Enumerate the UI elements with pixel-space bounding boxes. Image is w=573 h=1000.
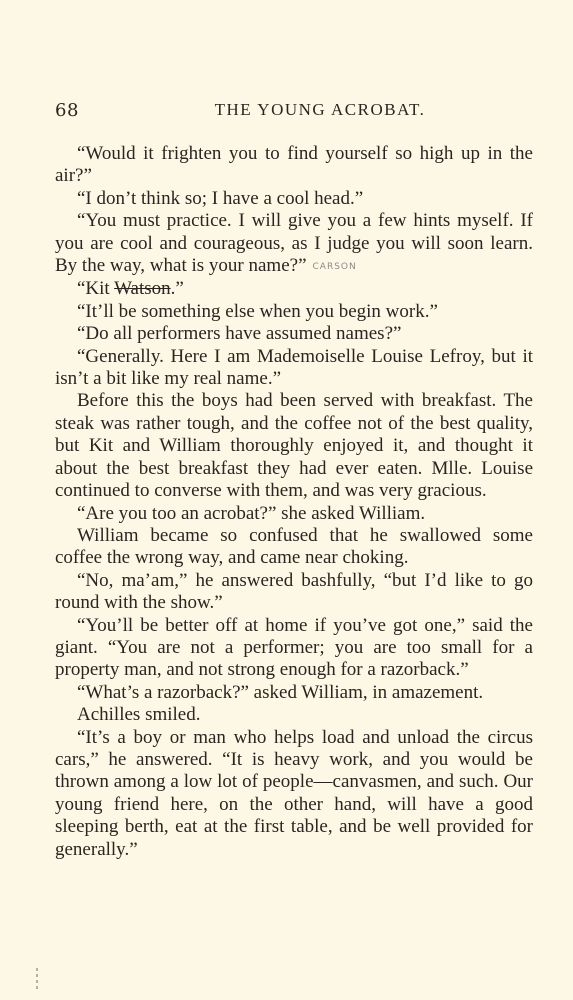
paragraph: “Do all performers have assumed names?”	[77, 323, 402, 345]
paragraph: “I don’t think so; I have a cool head.”	[77, 187, 364, 209]
paragraph-text: “You must practice. I will give you a few hints myself. If you are cool and courageous, as I judge you will soon learn. By the way, what is your name?”	[55, 210, 533, 277]
margin-mark	[36, 986, 38, 989]
margin-mark	[36, 968, 38, 971]
paragraph: William became so confused that he swallowed some coffee the wrong way, and came near choking.	[55, 524, 533, 569]
paragraph: “Generally. Here I am Mademoiselle Louise Lefroy, but it isn’t a bit like my real name.”	[55, 345, 533, 390]
struck-out-name: Watson	[114, 278, 171, 300]
paragraph: “Are you too an acrobat?” she asked William.	[77, 502, 426, 524]
kit-reply-paragraph	[55, 278, 533, 300]
paragraph: “No, ma’am,” he answered bashfully, “but I’d like to go round with the show.”	[55, 569, 533, 614]
paragraph: Achilles smiled.	[77, 704, 201, 726]
kit-reply-prefix: “Kit	[77, 278, 115, 300]
binding-margin-marks	[34, 965, 40, 993]
paragraph-with-annotation	[55, 210, 533, 278]
margin-mark	[36, 980, 38, 983]
paragraph: “Would it frighten you to find yourself so high up in the air?”	[55, 143, 533, 187]
paragraph: “It’s a boy or man who helps load and unload the circus cars,” he answered. “It is heavy work, and you would be thrown among a low lot of people—canvasmen, and such. Our young friend here, on the other hand, will have a good sleeping berth, eat at the first table, and be well provided for generally.”	[55, 726, 533, 860]
page-number: 68	[55, 100, 79, 121]
page-header	[55, 100, 530, 128]
running-title: THE YOUNG ACROBAT.	[214, 100, 426, 119]
margin-mark	[36, 974, 38, 977]
page-body-text	[55, 143, 533, 861]
paragraph: “What’s a razorback?” asked William, in amazement.	[77, 681, 484, 703]
paragraph: “You’ll be better off at home if you’ve got one,” said the giant. “You are not a performer; you are too small for a property man, and not strong enough for a razorback.”	[55, 614, 533, 681]
paragraph: “It’ll be something else when you begin work.”	[77, 300, 438, 322]
kit-reply-suffix: .”	[170, 278, 184, 300]
paragraph: Before this the boys had been served with breakfast. The steak was rather tough, and the coffee not of the best quality, but Kit and William thoroughly enjoyed it, and thought it about the best breakfast they had ever eaten. Mlle. Louise continued to converse with them, and was very gracious.	[55, 390, 533, 502]
handwritten-annotation: CARSON	[312, 262, 357, 273]
